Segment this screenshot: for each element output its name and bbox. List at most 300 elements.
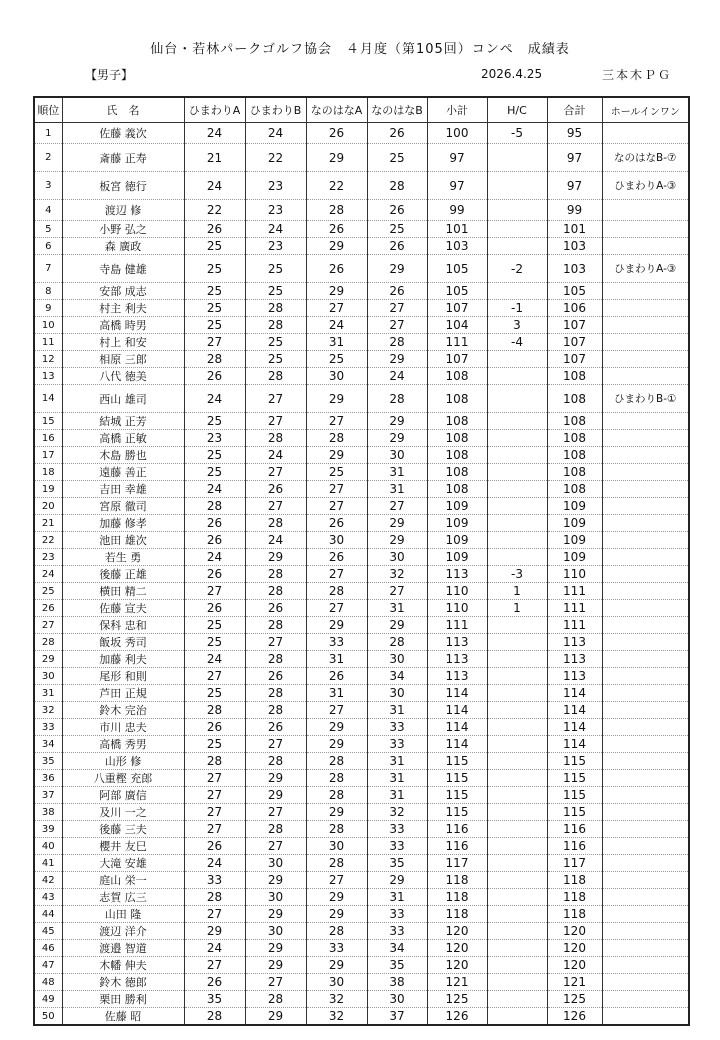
subtotal-cell: 97 — [427, 144, 487, 172]
rank-cell: 37 — [34, 787, 62, 804]
date-label: 2026.4.25 — [481, 67, 543, 81]
table-row — [34, 804, 689, 821]
handicap-cell — [487, 368, 547, 385]
nanohana-b-cell: 31 — [367, 787, 427, 804]
handicap-cell — [487, 385, 547, 413]
himawari-b-cell: 28 — [245, 515, 306, 532]
himawari-b-cell: 27 — [245, 464, 306, 481]
subtotal-cell: 126 — [427, 1008, 487, 1026]
nanohana-a-cell: 30 — [306, 368, 367, 385]
table-row — [34, 923, 689, 940]
total-cell: 109 — [547, 549, 602, 566]
nanohana-a-cell: 26 — [306, 221, 367, 238]
himawari-b-cell: 26 — [245, 668, 306, 685]
himawari-a-cell: 28 — [184, 1008, 245, 1026]
handicap-cell: -2 — [487, 255, 547, 283]
table-row — [34, 651, 689, 668]
table-row — [34, 906, 689, 923]
himawari-b-cell: 30 — [245, 855, 306, 872]
table-row — [34, 532, 689, 549]
nanohana-a-cell: 29 — [306, 736, 367, 753]
nanohana-b-cell: 30 — [367, 991, 427, 1008]
himawari-a-cell: 25 — [184, 447, 245, 464]
himawari-a-cell: 25 — [184, 736, 245, 753]
subtotal-cell: 115 — [427, 787, 487, 804]
total-cell: 115 — [547, 770, 602, 787]
name-cell: 市川 忠夫 — [62, 719, 184, 736]
hole-in-one-cell — [602, 413, 689, 430]
table-row — [34, 991, 689, 1008]
total-cell: 113 — [547, 651, 602, 668]
hole-in-one-cell — [602, 238, 689, 255]
rank-cell: 50 — [34, 1008, 62, 1026]
nanohana-b-cell: 25 — [367, 221, 427, 238]
nanohana-a-cell: 27 — [306, 702, 367, 719]
hole-in-one-cell — [602, 600, 689, 617]
table-row — [34, 753, 689, 770]
results-tbody — [34, 123, 689, 1026]
handicap-cell — [487, 804, 547, 821]
name-cell: 芦田 正規 — [62, 685, 184, 702]
total-cell: 103 — [547, 238, 602, 255]
himawari-b-cell: 29 — [245, 770, 306, 787]
nanohana-a-cell: 27 — [306, 413, 367, 430]
nanohana-b-cell: 28 — [367, 172, 427, 200]
handicap-cell — [487, 200, 547, 221]
handicap-cell: -5 — [487, 123, 547, 144]
table-row — [34, 549, 689, 566]
hole-in-one-cell — [602, 770, 689, 787]
himawari-a-cell: 26 — [184, 600, 245, 617]
subtotal-cell: 114 — [427, 719, 487, 736]
name-cell: 鈴木 完治 — [62, 702, 184, 719]
nanohana-b-cell: 29 — [367, 413, 427, 430]
rank-cell: 10 — [34, 317, 62, 334]
himawari-b-cell: 29 — [245, 1008, 306, 1026]
subtotal-cell: 120 — [427, 923, 487, 940]
subtotal-cell: 109 — [427, 532, 487, 549]
nanohana-a-cell: 29 — [306, 889, 367, 906]
table-row — [34, 583, 689, 600]
himawari-a-cell: 26 — [184, 719, 245, 736]
himawari-a-cell: 26 — [184, 838, 245, 855]
subtotal-cell: 116 — [427, 838, 487, 855]
himawari-a-cell: 25 — [184, 634, 245, 651]
handicap-cell — [487, 838, 547, 855]
himawari-a-cell: 24 — [184, 172, 245, 200]
himawari-b-cell: 27 — [245, 974, 306, 991]
hole-in-one-cell — [602, 889, 689, 906]
nanohana-a-cell: 26 — [306, 123, 367, 144]
rank-cell: 17 — [34, 447, 62, 464]
nanohana-a-cell: 29 — [306, 804, 367, 821]
handicap-cell — [487, 957, 547, 974]
name-cell: 相原 三郎 — [62, 351, 184, 368]
rank-cell: 18 — [34, 464, 62, 481]
hole-in-one-cell — [602, 283, 689, 300]
nanohana-b-cell: 31 — [367, 481, 427, 498]
himawari-a-cell: 33 — [184, 872, 245, 889]
nanohana-b-cell: 26 — [367, 283, 427, 300]
nanohana-b-cell: 31 — [367, 464, 427, 481]
himawari-b-cell: 24 — [245, 221, 306, 238]
nanohana-b-cell: 31 — [367, 600, 427, 617]
total-cell: 114 — [547, 736, 602, 753]
himawari-b-cell: 25 — [245, 334, 306, 351]
total-cell: 114 — [547, 685, 602, 702]
hole-in-one-cell — [602, 464, 689, 481]
himawari-b-cell: 28 — [245, 753, 306, 770]
hole-in-one-cell — [602, 481, 689, 498]
handicap-cell: -1 — [487, 300, 547, 317]
subtotal-cell: 115 — [427, 770, 487, 787]
handicap-cell — [487, 238, 547, 255]
himawari-a-cell: 27 — [184, 583, 245, 600]
name-cell: 飯坂 秀司 — [62, 634, 184, 651]
hole-in-one-cell — [602, 317, 689, 334]
total-cell: 107 — [547, 317, 602, 334]
hole-in-one-cell — [602, 617, 689, 634]
name-cell: 高橋 時男 — [62, 317, 184, 334]
himawari-a-cell: 27 — [184, 787, 245, 804]
handicap-cell — [487, 940, 547, 957]
subtotal-cell: 108 — [427, 385, 487, 413]
himawari-b-cell: 28 — [245, 368, 306, 385]
handicap-cell — [487, 498, 547, 515]
nanohana-b-cell: 26 — [367, 200, 427, 221]
himawari-a-cell: 26 — [184, 974, 245, 991]
himawari-a-cell: 24 — [184, 481, 245, 498]
handicap-cell — [487, 634, 547, 651]
himawari-b-cell: 27 — [245, 413, 306, 430]
himawari-b-cell: 28 — [245, 821, 306, 838]
total-cell: 115 — [547, 787, 602, 804]
nanohana-b-cell: 29 — [367, 617, 427, 634]
total-cell: 114 — [547, 702, 602, 719]
rank-cell: 4 — [34, 200, 62, 221]
total-cell: 113 — [547, 634, 602, 651]
total-cell: 120 — [547, 957, 602, 974]
nanohana-a-cell: 28 — [306, 753, 367, 770]
total-cell: 107 — [547, 351, 602, 368]
table-row — [34, 200, 689, 221]
nanohana-a-cell: 30 — [306, 838, 367, 855]
handicap-cell — [487, 889, 547, 906]
himawari-a-cell: 27 — [184, 821, 245, 838]
name-cell: 阿部 廣信 — [62, 787, 184, 804]
hole-in-one-cell — [602, 200, 689, 221]
subtotal-cell: 104 — [427, 317, 487, 334]
hole-in-one-cell — [602, 221, 689, 238]
subtotal-cell: 109 — [427, 515, 487, 532]
nanohana-a-cell: 27 — [306, 300, 367, 317]
name-cell: 櫻井 友巳 — [62, 838, 184, 855]
nanohana-a-cell: 29 — [306, 617, 367, 634]
nanohana-b-cell: 31 — [367, 889, 427, 906]
hole-in-one-cell — [602, 719, 689, 736]
himawari-a-cell: 26 — [184, 515, 245, 532]
subtotal-cell: 97 — [427, 172, 487, 200]
himawari-b-cell: 28 — [245, 300, 306, 317]
hole-in-one-cell — [602, 583, 689, 600]
rank-cell: 33 — [34, 719, 62, 736]
himawari-a-cell: 26 — [184, 532, 245, 549]
handicap-cell: -4 — [487, 334, 547, 351]
total-cell: 108 — [547, 481, 602, 498]
rank-cell: 2 — [34, 144, 62, 172]
column-header-himawari-a: ひまわりA — [184, 97, 245, 123]
column-header-hole-in-one: ホールインワン — [602, 97, 689, 123]
handicap-cell — [487, 172, 547, 200]
subtotal-cell: 103 — [427, 238, 487, 255]
rank-cell: 29 — [34, 651, 62, 668]
table-row — [34, 385, 689, 413]
rank-cell: 25 — [34, 583, 62, 600]
rank-cell: 9 — [34, 300, 62, 317]
subheader — [33, 66, 688, 84]
total-cell: 117 — [547, 855, 602, 872]
handicap-cell: -3 — [487, 566, 547, 583]
himawari-a-cell: 26 — [184, 368, 245, 385]
himawari-a-cell: 28 — [184, 889, 245, 906]
handicap-cell — [487, 481, 547, 498]
subtotal-cell: 120 — [427, 957, 487, 974]
rank-cell: 31 — [34, 685, 62, 702]
table-row — [34, 974, 689, 991]
nanohana-a-cell: 27 — [306, 600, 367, 617]
name-cell: 大滝 安雄 — [62, 855, 184, 872]
total-cell: 105 — [547, 283, 602, 300]
total-cell: 115 — [547, 804, 602, 821]
subtotal-cell: 117 — [427, 855, 487, 872]
subtotal-cell: 114 — [427, 685, 487, 702]
himawari-b-cell: 22 — [245, 144, 306, 172]
nanohana-b-cell: 34 — [367, 668, 427, 685]
handicap-cell — [487, 685, 547, 702]
nanohana-b-cell: 31 — [367, 770, 427, 787]
himawari-a-cell: 35 — [184, 991, 245, 1008]
name-cell: 渡邉 智道 — [62, 940, 184, 957]
himawari-b-cell: 28 — [245, 991, 306, 1008]
rank-cell: 39 — [34, 821, 62, 838]
total-cell: 120 — [547, 940, 602, 957]
nanohana-a-cell: 26 — [306, 515, 367, 532]
rank-cell: 20 — [34, 498, 62, 515]
hole-in-one-cell — [602, 821, 689, 838]
name-cell: 加藤 利夫 — [62, 651, 184, 668]
nanohana-a-cell: 27 — [306, 566, 367, 583]
rank-cell: 12 — [34, 351, 62, 368]
himawari-a-cell: 25 — [184, 255, 245, 283]
nanohana-a-cell: 28 — [306, 770, 367, 787]
subtotal-cell: 110 — [427, 600, 487, 617]
nanohana-b-cell: 29 — [367, 255, 427, 283]
himawari-b-cell: 24 — [245, 447, 306, 464]
name-cell: 渡辺 洋介 — [62, 923, 184, 940]
nanohana-a-cell: 25 — [306, 464, 367, 481]
himawari-b-cell: 26 — [245, 600, 306, 617]
nanohana-b-cell: 31 — [367, 702, 427, 719]
rank-cell: 6 — [34, 238, 62, 255]
nanohana-b-cell: 27 — [367, 498, 427, 515]
total-cell: 109 — [547, 532, 602, 549]
subtotal-cell: 105 — [427, 283, 487, 300]
name-cell: 志賀 広三 — [62, 889, 184, 906]
himawari-b-cell: 27 — [245, 634, 306, 651]
himawari-a-cell: 28 — [184, 702, 245, 719]
handicap-cell — [487, 855, 547, 872]
himawari-b-cell: 27 — [245, 385, 306, 413]
nanohana-a-cell: 26 — [306, 549, 367, 566]
hole-in-one-cell — [602, 334, 689, 351]
himawari-a-cell: 21 — [184, 144, 245, 172]
subtotal-cell: 99 — [427, 200, 487, 221]
total-cell: 108 — [547, 464, 602, 481]
name-cell: 横田 精二 — [62, 583, 184, 600]
hole-in-one-cell — [602, 651, 689, 668]
total-cell: 109 — [547, 498, 602, 515]
rank-cell: 35 — [34, 753, 62, 770]
table-row — [34, 617, 689, 634]
table-row — [34, 855, 689, 872]
handicap-cell — [487, 821, 547, 838]
table-row — [34, 736, 689, 753]
subtotal-cell: 108 — [427, 447, 487, 464]
himawari-b-cell: 28 — [245, 702, 306, 719]
rank-cell: 44 — [34, 906, 62, 923]
name-cell: 吉田 幸雄 — [62, 481, 184, 498]
total-cell: 113 — [547, 668, 602, 685]
himawari-a-cell: 27 — [184, 770, 245, 787]
nanohana-a-cell: 29 — [306, 238, 367, 255]
handicap-cell — [487, 974, 547, 991]
rank-cell: 42 — [34, 872, 62, 889]
subtotal-cell: 108 — [427, 481, 487, 498]
table-row — [34, 787, 689, 804]
himawari-a-cell: 23 — [184, 430, 245, 447]
nanohana-b-cell: 35 — [367, 855, 427, 872]
table-row — [34, 172, 689, 200]
nanohana-b-cell: 29 — [367, 532, 427, 549]
total-cell: 108 — [547, 413, 602, 430]
handicap-cell: 3 — [487, 317, 547, 334]
total-cell: 111 — [547, 600, 602, 617]
himawari-b-cell: 25 — [245, 255, 306, 283]
subtotal-cell: 118 — [427, 906, 487, 923]
himawari-b-cell: 30 — [245, 923, 306, 940]
handicap-cell — [487, 787, 547, 804]
hole-in-one-cell — [602, 906, 689, 923]
total-cell: 108 — [547, 447, 602, 464]
himawari-b-cell: 23 — [245, 238, 306, 255]
name-cell: 佐藤 宣夫 — [62, 600, 184, 617]
himawari-a-cell: 26 — [184, 566, 245, 583]
name-cell: 池田 雄次 — [62, 532, 184, 549]
rank-cell: 7 — [34, 255, 62, 283]
nanohana-a-cell: 25 — [306, 351, 367, 368]
table-row — [34, 957, 689, 974]
rank-cell: 13 — [34, 368, 62, 385]
handicap-cell — [487, 923, 547, 940]
nanohana-a-cell: 26 — [306, 255, 367, 283]
himawari-b-cell: 29 — [245, 787, 306, 804]
rank-cell: 16 — [34, 430, 62, 447]
hole-in-one-cell — [602, 368, 689, 385]
page-title: 仙台・若林パークゴルフ協会 ４月度（第105回）コンペ 成績表 — [150, 42, 570, 57]
total-cell: 103 — [547, 255, 602, 283]
rank-cell: 14 — [34, 385, 62, 413]
himawari-b-cell: 23 — [245, 172, 306, 200]
nanohana-a-cell: 29 — [306, 957, 367, 974]
nanohana-a-cell: 32 — [306, 991, 367, 1008]
name-cell: 栗田 勝利 — [62, 991, 184, 1008]
rank-cell: 3 — [34, 172, 62, 200]
hole-in-one-cell — [602, 787, 689, 804]
handicap-cell — [487, 221, 547, 238]
rank-cell: 49 — [34, 991, 62, 1008]
himawari-a-cell: 25 — [184, 300, 245, 317]
rank-cell: 38 — [34, 804, 62, 821]
himawari-a-cell: 24 — [184, 549, 245, 566]
name-cell: 高橋 正敏 — [62, 430, 184, 447]
nanohana-b-cell: 28 — [367, 634, 427, 651]
rank-cell: 34 — [34, 736, 62, 753]
name-cell: 佐藤 昭 — [62, 1008, 184, 1026]
nanohana-b-cell: 32 — [367, 566, 427, 583]
table-row — [34, 668, 689, 685]
rank-cell: 40 — [34, 838, 62, 855]
table-row — [34, 498, 689, 515]
hole-in-one-cell — [602, 351, 689, 368]
nanohana-a-cell: 31 — [306, 651, 367, 668]
hole-in-one-cell — [602, 991, 689, 1008]
subtotal-cell: 109 — [427, 498, 487, 515]
nanohana-a-cell: 29 — [306, 906, 367, 923]
total-cell: 126 — [547, 1008, 602, 1026]
name-cell: 森 廣政 — [62, 238, 184, 255]
total-cell: 101 — [547, 221, 602, 238]
handicap-cell — [487, 872, 547, 889]
total-cell: 125 — [547, 991, 602, 1008]
nanohana-b-cell: 24 — [367, 368, 427, 385]
name-cell: 保科 忠和 — [62, 617, 184, 634]
hole-in-one-cell — [602, 957, 689, 974]
himawari-b-cell: 29 — [245, 957, 306, 974]
hole-in-one-cell: ひまわりA-③ — [602, 172, 689, 200]
hole-in-one-cell — [602, 1008, 689, 1026]
rank-cell: 5 — [34, 221, 62, 238]
himawari-b-cell: 28 — [245, 583, 306, 600]
nanohana-b-cell: 32 — [367, 804, 427, 821]
name-cell: 尾形 和則 — [62, 668, 184, 685]
himawari-a-cell: 25 — [184, 283, 245, 300]
total-cell: 107 — [547, 334, 602, 351]
handicap-cell — [487, 668, 547, 685]
subtotal-cell: 113 — [427, 566, 487, 583]
himawari-a-cell: 24 — [184, 855, 245, 872]
table-row — [34, 317, 689, 334]
himawari-a-cell: 22 — [184, 200, 245, 221]
hole-in-one-cell: ひまわりB-① — [602, 385, 689, 413]
nanohana-b-cell: 35 — [367, 957, 427, 974]
hole-in-one-cell — [602, 634, 689, 651]
nanohana-a-cell: 29 — [306, 385, 367, 413]
table-row — [34, 351, 689, 368]
subtotal-cell: 105 — [427, 255, 487, 283]
nanohana-b-cell: 28 — [367, 334, 427, 351]
handicap-cell — [487, 515, 547, 532]
himawari-b-cell: 28 — [245, 617, 306, 634]
